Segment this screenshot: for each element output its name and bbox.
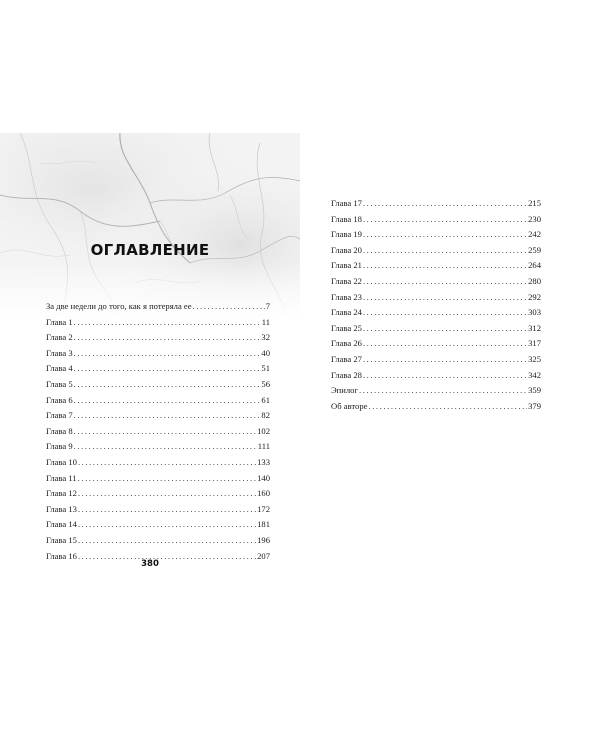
toc-entry-page: 181 [257,519,270,530]
toc-entry[interactable] [331,321,541,337]
dot-leader [363,274,527,290]
toc-entry[interactable] [46,471,270,487]
toc-entry-label: Глава 15 [46,534,77,545]
toc-entry-label: Эпилог [331,385,358,396]
toc-list-right [331,196,541,414]
toc-entry[interactable] [331,196,541,212]
toc-entry-label: Глава 16 [46,550,77,561]
toc-entry[interactable] [46,486,270,502]
toc-entry-page: 160 [257,488,270,499]
toc-entry-label: Глава 24 [331,307,362,318]
page-title: ОГЛАВЛЕНИЕ [90,241,210,259]
toc-entry[interactable] [46,377,270,393]
toc-entry[interactable] [46,393,270,409]
toc-entry-page: 133 [257,456,270,467]
dot-leader [78,455,256,471]
toc-entry-label: Глава 22 [331,275,362,286]
page-number: 380 [141,559,159,569]
dot-leader [363,258,527,274]
toc-entry-label: Глава 2 [46,332,73,343]
toc-entry-label: Глава 6 [46,394,73,405]
toc-entry-label: Глава 26 [331,338,362,349]
toc-entry-label: Глава 19 [331,229,362,240]
marble-texture [0,133,300,319]
toc-entry[interactable] [331,305,541,321]
toc-entry[interactable] [331,243,541,259]
toc-entry-page: 140 [257,472,270,483]
toc-entry-label: Глава 25 [331,322,362,333]
toc-entry-label: Глава 27 [331,353,362,364]
dot-leader [74,315,261,331]
dot-leader [363,305,527,321]
toc-entry-label: Глава 21 [331,260,362,271]
dot-leader [74,346,261,362]
toc-entry-page: 207 [257,550,270,561]
toc-entry[interactable] [46,424,270,440]
toc-entry[interactable] [46,533,270,549]
toc-entry[interactable] [331,399,541,415]
toc-entry-page: 259 [528,244,541,255]
dot-leader [363,196,527,212]
toc-entry[interactable] [46,517,270,533]
toc-entry-label: Глава 8 [46,425,73,436]
toc-entry-label: Глава 20 [331,244,362,255]
toc-entry-label: За две недели до того, как я потеряла ее [46,301,192,311]
toc-entry-label: Об авторе [331,400,368,411]
toc-entry-label: Глава 12 [46,488,77,499]
toc-entry-page: 51 [261,363,270,374]
toc-entry-label: Глава 13 [46,503,77,514]
toc-list-left [46,299,270,564]
toc-entry-page: 317 [528,338,541,349]
dot-leader [74,330,261,346]
dot-leader [363,352,527,368]
toc-entry-label: Глава 1 [46,316,73,327]
toc-entry[interactable] [46,299,270,315]
toc-entry-page: 359 [528,385,541,396]
dot-leader [363,336,527,352]
toc-entry[interactable] [46,502,270,518]
toc-entry-label: Глава 11 [46,472,77,483]
toc-entry-page: 292 [528,291,541,302]
toc-entry-label: Глава 3 [46,347,73,358]
toc-entry-label: Глава 5 [46,378,73,389]
toc-entry[interactable] [46,361,270,377]
toc-entry-page: 7 [265,301,270,311]
toc-entry-page: 280 [528,275,541,286]
toc-entry-page: 40 [261,347,270,358]
toc-entry-label: Глава 17 [331,198,362,208]
toc-entry-page: 102 [257,425,270,436]
dot-leader [363,227,527,243]
dot-leader [363,321,527,337]
dot-leader [74,424,256,440]
toc-entry[interactable] [331,368,541,384]
toc-entry[interactable] [331,212,541,228]
dot-leader [363,368,527,384]
toc-entry-page: 379 [528,400,541,411]
toc-entry[interactable] [331,290,541,306]
toc-entry-page: 32 [261,332,270,343]
toc-entry-page: 61 [261,394,270,405]
toc-entry[interactable] [46,346,270,362]
toc-entry-page: 242 [528,229,541,240]
toc-entry[interactable] [331,227,541,243]
toc-entry-label: Глава 4 [46,363,73,374]
marble-header-image [0,133,300,319]
toc-entry[interactable] [46,439,270,455]
toc-entry-label: Глава 10 [46,456,77,467]
dot-leader [363,243,527,259]
toc-entry-page: 312 [528,322,541,333]
toc-entry[interactable] [331,258,541,274]
dot-leader [74,439,257,455]
toc-entry-label: Глава 14 [46,519,77,530]
toc-entry-label: Глава 23 [331,291,362,302]
dot-leader [78,471,257,487]
toc-entry-label: Глава 18 [331,213,362,224]
toc-entry-page: 325 [528,353,541,364]
toc-entry-page: 342 [528,369,541,380]
toc-entry[interactable] [46,330,270,346]
toc-entry-page: 303 [528,307,541,318]
toc-entry[interactable] [331,352,541,368]
toc-entry[interactable] [46,455,270,471]
toc-entry-label: Глава 28 [331,369,362,380]
dot-leader [74,361,261,377]
toc-entry[interactable] [331,383,541,399]
toc-entry-page: 56 [261,378,270,389]
toc-entry-page: 215 [528,198,541,208]
toc-entry-label: Глава 7 [46,410,73,421]
toc-entry-page: 172 [257,503,270,514]
dot-leader [78,533,256,549]
dot-leader [74,377,261,393]
toc-entry[interactable] [331,274,541,290]
dot-leader [359,383,527,399]
toc-entry[interactable] [331,336,541,352]
toc-entry[interactable] [46,315,270,331]
dot-leader [78,502,256,518]
dot-leader [78,517,256,533]
toc-entry-page: 82 [261,410,270,421]
dot-leader [78,486,256,502]
toc-entry-page: 196 [257,534,270,545]
toc-entry-page: 11 [261,316,270,327]
dot-leader [74,393,261,409]
toc-entry-label: Глава 9 [46,441,73,452]
dot-leader [193,299,265,315]
dot-leader [74,408,261,424]
toc-entry-page: 230 [528,213,541,224]
dot-leader [368,399,527,415]
toc-entry-page: 111 [257,441,270,452]
dot-leader [363,212,527,228]
toc-entry-page: 264 [528,260,541,271]
dot-leader [363,290,527,306]
toc-entry[interactable] [46,408,270,424]
